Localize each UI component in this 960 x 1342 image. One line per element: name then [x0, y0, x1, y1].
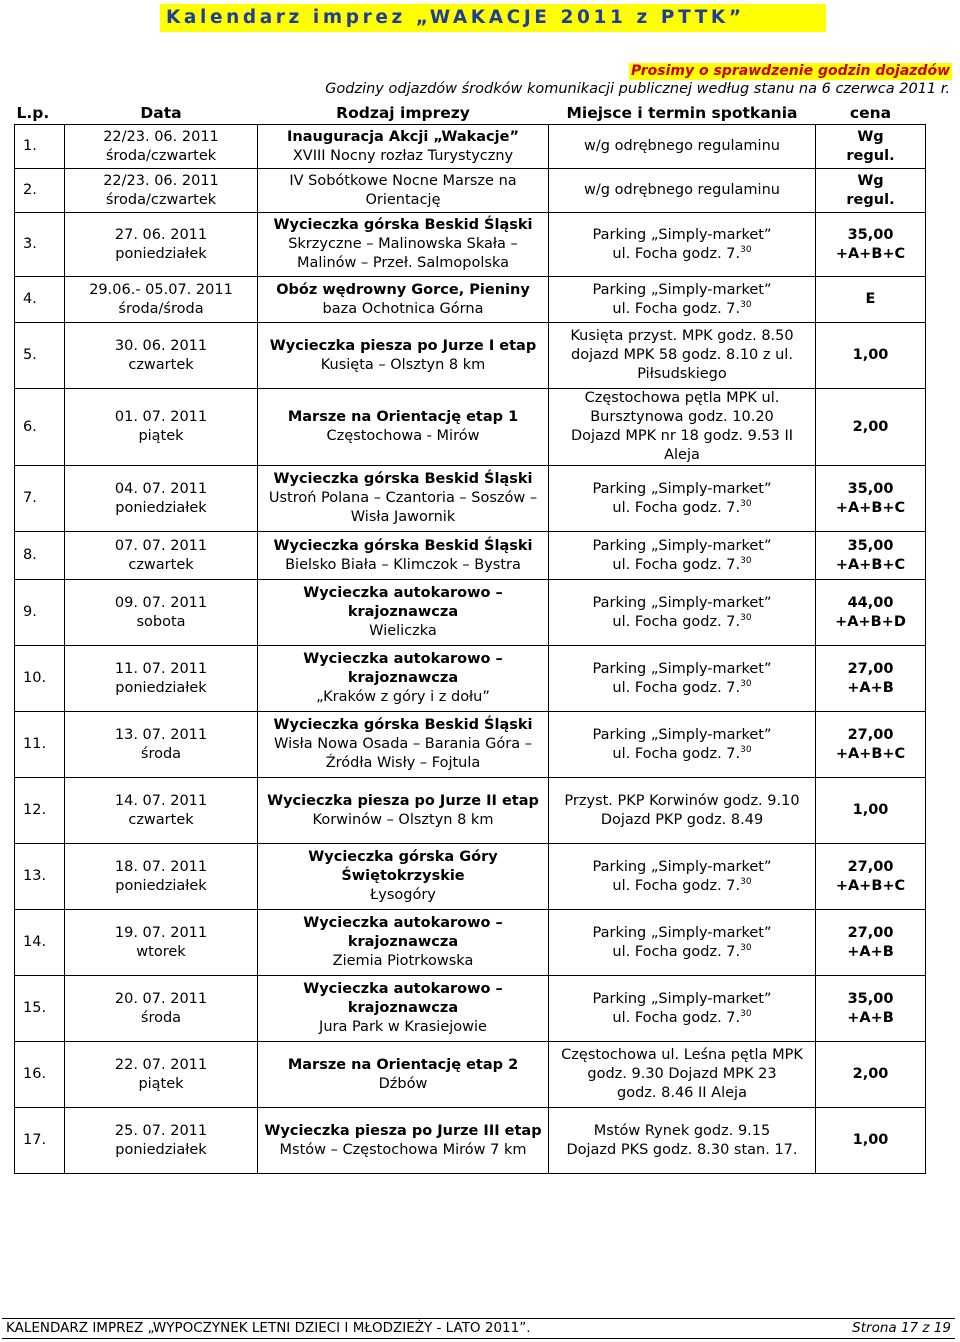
event-price	[816, 646, 926, 712]
row-number	[15, 169, 65, 213]
row-number-text: 12.	[23, 802, 47, 818]
row-number-text: 5.	[23, 347, 37, 363]
table-row	[15, 1108, 926, 1174]
event-route: XVIII Nocny rozłaz Turystyczny	[292, 147, 514, 164]
table-row	[15, 532, 926, 580]
row-number	[15, 646, 65, 712]
meeting-place-line2: dojazd MPK 58 godz. 8.10 z ul. Piłsudskiego	[571, 347, 793, 382]
meeting-place	[549, 389, 816, 466]
row-number	[15, 532, 65, 580]
meeting-place-line2: Dojazd PKP godz. 8.49	[600, 811, 764, 828]
row-number	[15, 1108, 65, 1174]
meeting-place-line1: Przyst. PKP Korwinów godz. 9.10	[564, 792, 800, 809]
table-row	[15, 169, 926, 213]
price-amount: Wg	[857, 128, 884, 145]
row-number	[15, 466, 65, 532]
price-options: +A+B+C	[835, 499, 906, 516]
event-date	[65, 466, 258, 532]
event-title: Wycieczka piesza po Jurze III etap	[264, 1122, 542, 1139]
row-number	[15, 580, 65, 646]
price-amount: 35,00	[847, 537, 894, 554]
meeting-place	[549, 213, 816, 277]
event-date-text: 29.06.- 05.07. 2011	[89, 281, 233, 298]
price-options: +A+B+C	[835, 556, 906, 573]
row-number	[15, 323, 65, 389]
price-amount: 35,00	[847, 480, 894, 497]
event-date-text: 04. 07. 2011	[114, 480, 208, 497]
row-number-text: 7.	[23, 490, 37, 506]
table-row	[15, 1042, 926, 1108]
event-weekday: środa/środa	[118, 300, 204, 317]
table-row	[15, 277, 926, 323]
meeting-place-line2: ul. Focha godz. 7.	[612, 556, 741, 573]
header-price: cena	[816, 102, 926, 125]
event-price	[816, 1042, 926, 1108]
meeting-place	[549, 844, 816, 910]
meeting-place	[549, 169, 816, 213]
event-date	[65, 532, 258, 580]
event-route: Częstochowa - Mirów	[326, 428, 480, 444]
event-date-text: 22/23. 06. 2011	[103, 172, 219, 189]
event-route: Dźbów	[378, 1075, 428, 1092]
event-route: Kusięta – Olsztyn 8 km	[320, 356, 486, 373]
price-amount: E	[865, 291, 876, 307]
event-route: Wieliczka	[369, 623, 437, 639]
event-date	[65, 169, 258, 213]
page-footer	[2, 1318, 955, 1339]
event-type	[258, 712, 549, 778]
departure-time-minutes: 30	[740, 612, 752, 623]
event-weekday: poniedziałek	[115, 499, 207, 516]
event-date	[65, 712, 258, 778]
event-route: Mstów – Częstochowa Mirów 7 km	[279, 1141, 527, 1158]
meeting-place	[549, 646, 816, 712]
meeting-place	[549, 1108, 816, 1174]
event-title: Wycieczka piesza po Jurze I etap	[269, 337, 537, 354]
row-number	[15, 976, 65, 1042]
departure-notice: Prosimy o sprawdzenie godzin dojazdów	[630, 63, 950, 79]
meeting-place	[549, 125, 816, 169]
event-route: Skrzyczne – Malinowska Skała – Malinów – Przeł. Salmopolska	[288, 236, 518, 271]
meeting-place	[549, 323, 816, 389]
event-type	[258, 1042, 549, 1108]
event-weekday: środa/czwartek	[105, 191, 217, 208]
event-title: Marsze na Orientację etap 2	[287, 1056, 519, 1073]
event-title: Marsze na Orientację etap 1	[287, 409, 519, 425]
departure-time-minutes: 30	[740, 1008, 752, 1019]
row-number	[15, 910, 65, 976]
meeting-place-line1: Parking „Simply-market”	[592, 990, 772, 1007]
event-type	[258, 976, 549, 1042]
event-type	[258, 323, 549, 389]
table-row	[15, 910, 926, 976]
table-body	[15, 125, 926, 1174]
event-route: IV Sobótkowe Nocne Marsze na Orientację	[289, 172, 517, 208]
event-weekday: czwartek	[128, 356, 194, 373]
meeting-place-line1: Mstów Rynek godz. 9.15	[593, 1122, 771, 1139]
table-row	[15, 389, 926, 466]
meeting-place-line1: Parking „Simply-market”	[592, 594, 772, 611]
event-weekday: sobota	[136, 613, 186, 630]
row-number-text: 6.	[23, 418, 37, 435]
price-amount: Wg	[857, 172, 884, 189]
event-title: Wycieczka autokarowo – krajoznawcza	[303, 651, 503, 686]
meeting-place-line1: Częstochowa ul. Leśna pętla MPK godz. 9.30 Dojazd MPK 23	[561, 1047, 803, 1082]
event-date-text: 30. 06. 2011	[114, 337, 208, 354]
event-date	[65, 910, 258, 976]
row-number	[15, 844, 65, 910]
event-price	[816, 712, 926, 778]
price-amount: 1,00	[852, 1132, 889, 1148]
meeting-place-line1: Parking „Simply-market”	[592, 281, 772, 298]
event-date	[65, 1042, 258, 1108]
event-price	[816, 910, 926, 976]
event-type	[258, 125, 549, 169]
event-weekday: poniedziałek	[115, 877, 207, 894]
departure-time-minutes: 30	[740, 299, 752, 310]
event-route: Bielsko Biała – Klimczok – Bystra	[285, 556, 521, 573]
table-row	[15, 646, 926, 712]
event-date-text: 25. 07. 2011	[114, 1122, 208, 1139]
price-options: +A+B	[847, 679, 894, 696]
event-route: Wisła Nowa Osada – Barania Góra – Źródła Wisły – Fojtula	[274, 736, 532, 771]
meeting-place	[549, 976, 816, 1042]
event-type	[258, 389, 549, 466]
event-title: Wycieczka górska Beskid Śląski	[273, 217, 533, 233]
event-price	[816, 169, 926, 213]
meeting-place-line1: Parking „Simply-market”	[592, 858, 772, 875]
departure-time-minutes: 30	[740, 744, 752, 755]
departure-time-minutes: 30	[740, 498, 752, 509]
event-price	[816, 580, 926, 646]
event-title: Wycieczka górska Góry Świętokrzyskie	[308, 849, 498, 884]
event-type	[258, 169, 549, 213]
event-price	[816, 323, 926, 389]
footer-left: KALENDARZ IMPREZ „WYPOCZYNEK LETNI DZIECI I MŁODZIEŻY - LATO 2011”.	[6, 1320, 531, 1336]
event-type	[258, 213, 549, 277]
row-number	[15, 277, 65, 323]
event-price	[816, 844, 926, 910]
meeting-place-line2: ul. Focha godz. 7.	[612, 245, 741, 262]
event-price	[816, 976, 926, 1042]
meeting-place-line1: Parking „Simply-market”	[592, 726, 772, 743]
event-title: Wycieczka autokarowo – krajoznawcza	[303, 915, 503, 950]
event-route: Łysogóry	[370, 887, 436, 903]
event-weekday: czwartek	[128, 811, 194, 828]
event-route: Ustroń Polana – Czantoria – Soszów – Wisła Jawornik	[268, 490, 538, 525]
event-route: Korwinów – Olsztyn 8 km	[312, 811, 494, 828]
price-amount: 27,00	[847, 726, 894, 743]
table-row	[15, 778, 926, 844]
price-options: regul.	[846, 191, 895, 208]
event-type	[258, 466, 549, 532]
event-date-text: 07. 07. 2011	[114, 537, 208, 554]
price-options: +A+B+C	[835, 245, 906, 262]
event-type	[258, 532, 549, 580]
meeting-place	[549, 1042, 816, 1108]
event-title: Wycieczka górska Beskid Śląski	[273, 537, 533, 554]
event-type	[258, 1108, 549, 1174]
event-type	[258, 844, 549, 910]
event-date	[65, 976, 258, 1042]
header-event-type: Rodzaj imprezy	[258, 102, 549, 125]
row-number-text: 10.	[23, 670, 47, 686]
meeting-place-line2: ul. Focha godz. 7.	[612, 943, 741, 960]
meeting-place-line1: Parking „Simply-market”	[592, 924, 772, 941]
event-title: Wycieczka górska Beskid Śląski	[273, 471, 533, 487]
event-route: Ziemia Piotrkowska	[332, 953, 474, 969]
price-amount: 27,00	[847, 858, 894, 875]
event-date-text: 14. 07. 2011	[114, 792, 208, 809]
meeting-place-line1: Parking „Simply-market”	[592, 660, 772, 677]
price-amount: 27,00	[847, 660, 894, 677]
row-number	[15, 389, 65, 466]
price-amount: 27,00	[847, 924, 894, 941]
header-date: Data	[65, 102, 258, 125]
price-options: +A+B+C	[835, 877, 906, 894]
row-number-text: 15.	[23, 1000, 47, 1016]
event-weekday: poniedziałek	[115, 1141, 207, 1158]
event-price	[816, 213, 926, 277]
price-options: +A+B+C	[835, 745, 906, 762]
meeting-place	[549, 277, 816, 323]
meeting-place	[549, 466, 816, 532]
events-table	[14, 102, 926, 1174]
price-options: +A+B	[847, 943, 894, 960]
departure-hours-note: Godziny odjazdów środków komunikacji publicznej według stanu na 6 czerwca 2011 r.	[325, 81, 950, 97]
meeting-place-line1: w/g odrębnego regulaminu	[584, 138, 780, 154]
meeting-place-line1: Parking „Simply-market”	[592, 537, 772, 554]
row-number-text: 9.	[23, 604, 37, 620]
departure-time-minutes: 30	[740, 678, 752, 689]
document-title: Kalendarz imprez „WAKACJE 2011 z PTTK”	[160, 4, 826, 32]
meeting-place-line2: Dojazd PKS godz. 8.30 stan. 17.	[566, 1141, 798, 1158]
event-date	[65, 389, 258, 466]
table-row	[15, 712, 926, 778]
event-price	[816, 125, 926, 169]
row-number	[15, 213, 65, 277]
event-date	[65, 580, 258, 646]
meeting-place-line2: ul. Focha godz. 7.	[612, 300, 741, 317]
event-date-text: 19. 07. 2011	[114, 924, 208, 941]
event-route: baza Ochotnica Górna	[322, 300, 484, 317]
meeting-place-line2: ul. Focha godz. 7.	[612, 877, 741, 894]
price-options: +A+B	[847, 1009, 894, 1026]
event-route: „Kraków z góry i z dołu”	[316, 689, 490, 705]
event-weekday: poniedziałek	[115, 679, 207, 696]
table-row	[15, 844, 926, 910]
event-title: Inauguracja Akcji „Wakacje”	[287, 128, 519, 145]
event-price	[816, 778, 926, 844]
row-number	[15, 712, 65, 778]
event-date-text: 18. 07. 2011	[114, 858, 208, 875]
event-weekday: poniedziałek	[115, 245, 207, 262]
price-amount: 1,00	[852, 347, 889, 363]
meeting-place	[549, 712, 816, 778]
table-row	[15, 580, 926, 646]
header-meeting-place: Miejsce i termin spotkania	[549, 102, 816, 125]
event-date	[65, 778, 258, 844]
event-type	[258, 646, 549, 712]
departure-time-minutes: 30	[740, 942, 752, 953]
row-number-text: 3.	[23, 236, 37, 252]
price-amount: 35,00	[847, 990, 894, 1007]
event-price	[816, 389, 926, 466]
event-price	[816, 277, 926, 323]
event-price	[816, 1108, 926, 1174]
table-row	[15, 125, 926, 169]
price-amount: 2,00	[852, 418, 889, 435]
event-weekday: piątek	[138, 428, 184, 444]
departure-time-minutes: 30	[740, 876, 752, 887]
meeting-place-line1: Parking „Simply-market”	[592, 480, 772, 497]
footer-page-number: Strona 17 z 19	[852, 1320, 951, 1336]
meeting-place-line2: ul. Focha godz. 7.	[612, 745, 741, 762]
event-weekday: środa/czwartek	[105, 147, 217, 164]
event-date-text: 22/23. 06. 2011	[103, 128, 219, 145]
event-date-text: 22. 07. 2011	[114, 1056, 208, 1073]
row-number-text: 17.	[23, 1132, 47, 1148]
event-title: Wycieczka górska Beskid Śląski	[273, 717, 533, 733]
table-row	[15, 323, 926, 389]
table-header-row	[15, 102, 926, 125]
event-title: Obóz wędrowny Gorce, Pieniny	[276, 281, 530, 298]
departure-time-minutes: 30	[740, 555, 752, 566]
meeting-place-line2: ul. Focha godz. 7.	[612, 613, 741, 630]
meeting-place-line2: Dojazd MPK nr 18 godz. 9.53 II Aleja	[570, 428, 794, 463]
event-date	[65, 844, 258, 910]
meeting-place-line1: Parking „Simply-market”	[592, 226, 772, 243]
row-number	[15, 125, 65, 169]
event-route: Jura Park w Krasiejowie	[319, 1019, 487, 1035]
event-price	[816, 466, 926, 532]
event-type	[258, 277, 549, 323]
table-row	[15, 213, 926, 277]
event-title: Wycieczka piesza po Jurze II etap	[267, 792, 539, 809]
meeting-place	[549, 910, 816, 976]
meeting-place	[549, 532, 816, 580]
event-date-text: 11. 07. 2011	[114, 660, 208, 677]
table-row	[15, 466, 926, 532]
event-weekday: wtorek	[136, 943, 186, 960]
row-number-text: 2.	[23, 182, 37, 198]
row-number-text: 8.	[23, 547, 37, 563]
price-amount: 35,00	[847, 226, 894, 243]
meeting-place-line1: Częstochowa pętla MPK ul. Bursztynowa godz. 10.20	[584, 390, 780, 425]
row-number-text: 13.	[23, 868, 47, 884]
event-weekday: czwartek	[128, 556, 194, 573]
meeting-place-line2: ul. Focha godz. 7.	[612, 1009, 741, 1026]
event-date-text: 27. 06. 2011	[114, 226, 208, 243]
meeting-place	[549, 580, 816, 646]
table-row	[15, 976, 926, 1042]
event-weekday: środa	[140, 745, 182, 762]
price-options: regul.	[846, 147, 895, 164]
meeting-place-line2: ul. Focha godz. 7.	[612, 679, 741, 696]
header-lp: L.p.	[15, 102, 65, 125]
event-date-text: 01. 07. 2011	[114, 409, 208, 425]
row-number-text: 11.	[23, 736, 47, 752]
meeting-place-line2: godz. 8.46 II Aleja	[617, 1085, 747, 1101]
event-date	[65, 1108, 258, 1174]
price-amount: 1,00	[852, 802, 889, 818]
price-amount: 44,00	[847, 594, 894, 611]
price-amount: 2,00	[852, 1066, 889, 1082]
event-date	[65, 646, 258, 712]
row-number-text: 14.	[23, 934, 47, 950]
departure-time-minutes: 30	[740, 244, 752, 255]
event-type	[258, 910, 549, 976]
event-date	[65, 125, 258, 169]
event-date-text: 20. 07. 2011	[114, 990, 208, 1007]
meeting-place	[549, 778, 816, 844]
event-date	[65, 213, 258, 277]
event-date	[65, 277, 258, 323]
price-options: +A+B+D	[835, 613, 906, 630]
event-type	[258, 778, 549, 844]
row-number-text: 4.	[23, 291, 37, 307]
row-number-text: 1.	[23, 138, 37, 154]
event-weekday: środa	[140, 1009, 182, 1026]
row-number-text: 16.	[23, 1066, 47, 1082]
event-type	[258, 580, 549, 646]
meeting-place-line1: Kusięta przyst. MPK godz. 8.50	[570, 328, 794, 344]
event-title: Wycieczka autokarowo – krajoznawcza	[303, 981, 503, 1016]
event-title: Wycieczka autokarowo – krajoznawcza	[303, 585, 503, 620]
row-number	[15, 778, 65, 844]
meeting-place-line1: w/g odrębnego regulaminu	[584, 182, 780, 198]
event-date	[65, 323, 258, 389]
row-number	[15, 1042, 65, 1108]
event-price	[816, 532, 926, 580]
event-date-text: 13. 07. 2011	[114, 726, 208, 743]
meeting-place-line2: ul. Focha godz. 7.	[612, 499, 741, 516]
event-weekday: piątek	[138, 1075, 184, 1092]
event-date-text: 09. 07. 2011	[114, 594, 208, 611]
